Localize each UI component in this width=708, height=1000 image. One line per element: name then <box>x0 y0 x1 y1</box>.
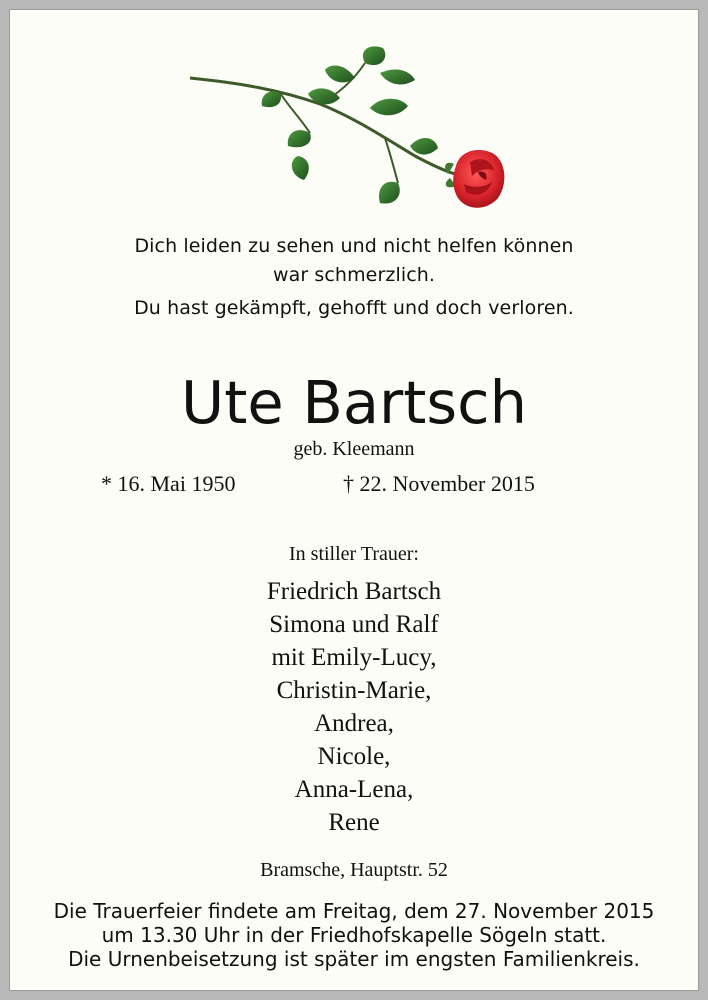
rose-icon <box>180 38 520 223</box>
mourner-name: Simona und Ralf <box>269 611 439 638</box>
funeral-line-1: Die Trauerfeier findete am Freitag, dem 27. November 2015 <box>53 899 655 923</box>
maiden-name: geb. Kleemann <box>293 438 415 460</box>
mourner-list <box>10 575 698 839</box>
funeral-line-2: um 13.30 Uhr in der Friedhofskapelle Sögeln statt. <box>101 923 607 947</box>
life-dates <box>10 468 698 500</box>
poem <box>10 232 698 323</box>
mourner-name: mit Emily-Lucy, <box>271 644 437 671</box>
mourner-name: Andrea, <box>314 710 394 737</box>
address: Bramsche, Hauptstr. 52 <box>260 859 448 881</box>
mourner-name: Nicole, <box>317 743 391 770</box>
death-date: † 22. November 2015 <box>343 471 535 496</box>
mourner-name: Friedrich Bartsch <box>266 578 442 605</box>
mourner-name: Rene <box>328 809 380 836</box>
poem-line-3: Du hast gekämpft, gehofft und doch verloren. <box>134 297 574 319</box>
poem-line-1: Dich leiden zu sehen und nicht helfen können <box>134 235 574 257</box>
mourner-name: Christin-Marie, <box>276 677 432 704</box>
deceased-name: Ute Bartsch <box>181 368 527 437</box>
funeral-line-3: Die Urnenbeisetzung ist später im engsten Familienkreis. <box>68 947 640 971</box>
mourning-heading: In stiller Trauer: <box>289 543 419 565</box>
mourner-name: Anna-Lena, <box>294 776 414 803</box>
birth-date: * 16. Mai 1950 <box>101 471 236 496</box>
funeral-notice <box>10 899 698 971</box>
poem-line-2: war schmerzlich. <box>272 264 436 286</box>
obituary-card <box>9 9 699 991</box>
